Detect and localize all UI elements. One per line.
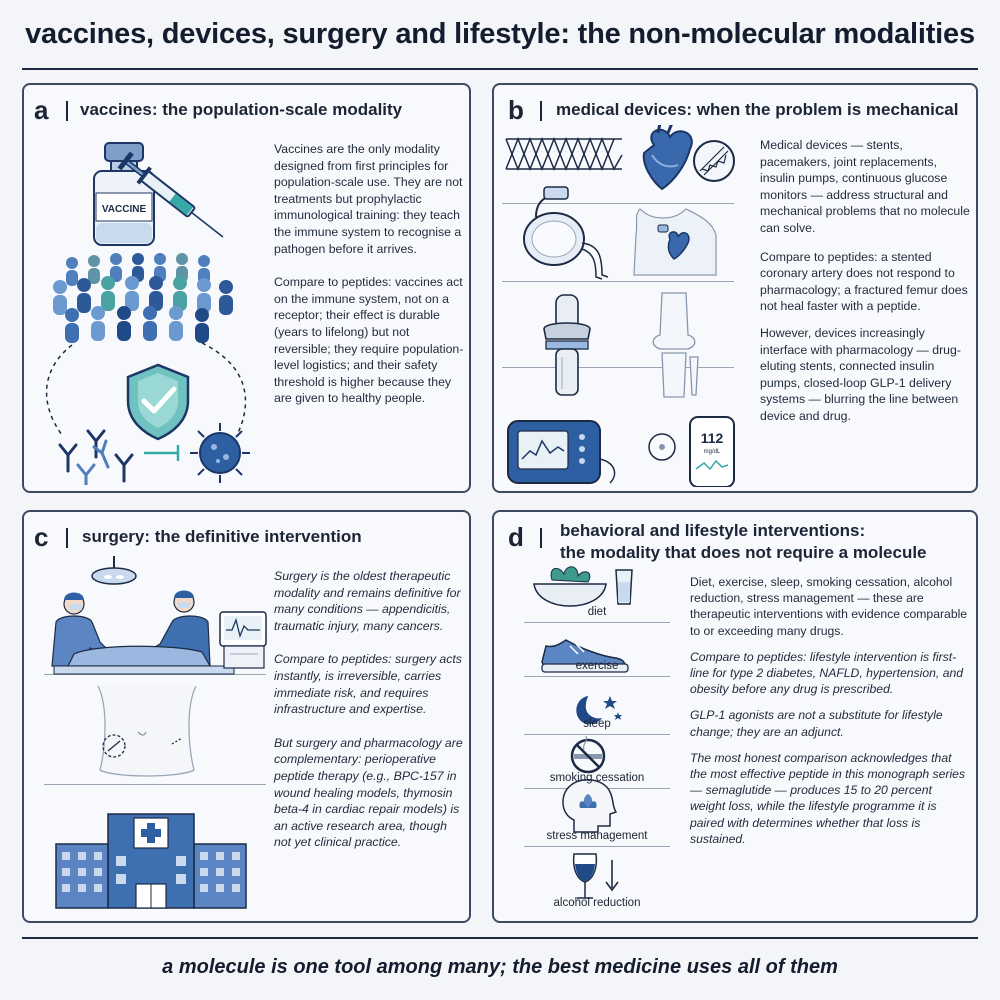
panel-title: medical devices: when the problem is mechanical [556,100,959,119]
footer-rule [22,937,978,939]
stent-icon [506,139,622,169]
paragraph: The most honest comparison acknowledges that the most effective peptide in this monograph series — semaglutide — produces 15 to 20 percent weight loss, while the lifestyle programme it is paired with determines whether that loss is sustained. [690,750,966,846]
paragraph: Surgery is the oldest therapeutic modality and remains definitive for many conditions — appendicitis, traumatic injury, many cancers. [274,569,461,633]
glucose-sensor-icon [649,434,675,460]
panel-title: vaccines: the population-scale modality [80,100,403,119]
panel-label: d [508,522,524,552]
item-caption: smoking cessation [549,772,645,784]
vital-monitor-icon [220,612,266,668]
hospital-icon [56,814,246,908]
paragraph: Vaccines are the only modality designed from first principles for population-scale use. They are not treatments but prophylactic immunological training: they teach the immune system to recognise a pathogen before it arrives. [274,142,463,256]
vaccine-illustration [32,135,274,485]
item-caption: stress management [546,830,648,842]
cgm-unit: mg/dL [703,449,721,455]
insulin-pump-icon [508,421,615,483]
item-caption: diet [587,606,607,618]
panel-text [274,568,464,868]
stent-zoom-icon [694,141,734,181]
panel-title: behavioral and lifestyle interventions: [560,521,866,540]
title-rule [22,68,978,70]
surgical-lamp-icon [92,556,136,584]
devices-illustration [502,125,738,487]
cgm-phone-icon [690,417,734,487]
knee-implant-icon [544,295,590,395]
meditation-head-icon [563,780,616,832]
panel-text [690,574,970,864]
torso-heart-icon [634,209,716,275]
shield-check-icon [128,365,188,439]
panel-surgery [22,510,471,923]
item-caption: alcohol reduction [553,897,641,909]
paragraph: Diet, exercise, sleep, smoking cessation, alcohol reduction, stress management — these are therapeutic interventions with evidence comparable to or exceeding many drugs. [690,575,968,638]
panel-title: surgery: the definitive intervention [82,527,362,546]
population-icon [53,253,233,343]
label-divider [540,528,542,548]
wine-glass-icon [574,854,618,898]
virus-icon [190,423,250,483]
footer-tagline: a molecule is one tool among many; the best medicine uses all of them [162,956,838,978]
heart-icon [644,125,692,189]
knee-joint-icon [653,293,698,397]
panel-label: a [34,95,49,125]
item-caption: sleep [583,718,611,730]
panel-vaccines [22,83,471,493]
label-divider [540,101,542,121]
paragraph: GLP-1 agonists are not a substitute for lifestyle change; they are an adjunct. [690,708,943,739]
label-divider [66,101,68,121]
label-divider [66,528,68,548]
diet-icon [534,567,632,606]
paragraph: However, devices increasingly interface with pharmacology — drug-eluting stents, connected insulin pumps, closed-loop GLP-1 delivery systems — blurring the line between device and drug. [760,325,961,423]
paragraph: But surgery and pharmacology are complementary: perioperative peptide therapy (e.g., BPC-157 in wound healing models, thymosin beta-4 in cardiac repair models) is an active research area, though not yet clinical practice. [274,735,463,850]
panel-label: c [34,522,49,552]
no-smoking-icon [572,736,604,772]
panel-devices [492,83,978,493]
vaccine-vial-icon [94,143,154,245]
panel-text [760,137,970,442]
panel-subtitle: the modality that does not require a molecule [560,543,927,562]
item-caption: exercise [575,660,619,672]
cycle-arrow [202,343,245,435]
paragraph: Compare to peptides: vaccines act on the immune system, not on a receptor; their effect is durable (years to lifelong) but not reversible; they require population-level logistics; and their safety threshold is higher because they are given to healthy people. [274,275,464,406]
cycle-arrow [47,345,72,435]
abdomen-incision-icon [98,686,196,776]
paragraph: Compare to peptides: lifestyle intervention is first-line for type 2 diabetes, NAFLD, hypertension, and obesity before any drug is prescribed. [690,649,964,697]
surgery-illustration [34,556,270,918]
panel-label: b [508,95,524,125]
paragraph: Compare to peptides: a stented coronary artery does not respond to pharmacology; a fractured femur does not heal faster with a peptide. [760,249,968,314]
antibody-icon [60,431,132,485]
paragraph: Compare to peptides: surgery acts instantly, is irreversible, carries immediate risk, and requires infrastructure and expertise. [274,652,462,717]
panel-text [274,141,464,424]
page-title: vaccines, devices, surgery and lifestyle: the non-molecular modalities [25,18,975,50]
panel-lifestyle [492,510,978,923]
cgm-value: 112 [700,430,724,446]
paragraph: Medical devices — stents, pacemakers, joint replacements, insulin pumps, continuous glucose monitors — address structural and mechanical problems that no molecule can solve. [760,138,970,235]
vial-label: VACCINE [101,204,147,215]
pacemaker-icon [524,187,608,279]
